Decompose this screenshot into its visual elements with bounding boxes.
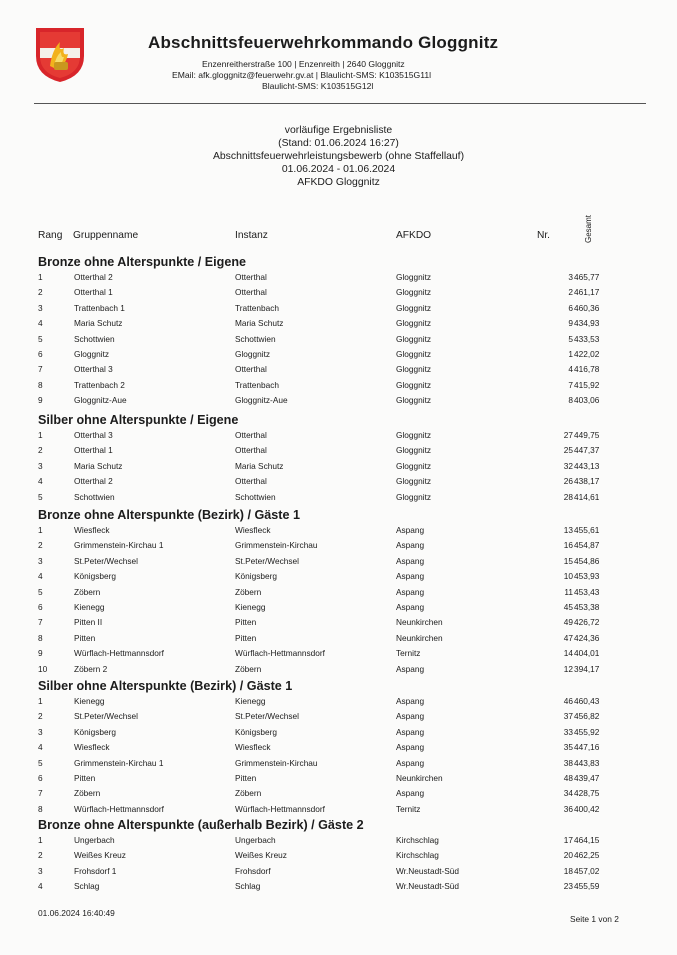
cell-gruppenname: Pitten	[74, 773, 96, 783]
cell-instanz: Kienegg	[235, 696, 266, 706]
cell-instanz: Otterthal	[235, 364, 267, 375]
cell-gruppenname: Würflach-Hettmannsdorf	[74, 648, 164, 659]
cell-gruppenname: Schottwien	[74, 491, 115, 502]
cell-gesamt: 404,01	[574, 648, 600, 659]
cell-instanz: Maria Schutz	[235, 460, 284, 471]
cell-nr: 1	[568, 349, 573, 359]
cell-gruppenname: Kienegg	[74, 696, 105, 706]
cell-nr: 34	[563, 788, 573, 799]
cell-gesamt: 422,02	[574, 349, 600, 359]
table-row	[0, 461, 677, 475]
cell-afkdo: Gloggnitz	[396, 379, 432, 390]
cell-afkdo: Gloggnitz	[396, 476, 432, 487]
category-title: Bronze ohne Alterspunkte (außerhalb Bezirk) / Gäste 2	[38, 818, 364, 832]
table-row	[0, 303, 677, 317]
cell-instanz: Schottwien	[235, 333, 276, 344]
cell-gruppenname: Gloggnitz	[74, 349, 110, 359]
cell-instanz: Grimmenstein-Kirchau	[235, 540, 318, 551]
cell-rang: 8	[38, 379, 43, 390]
cell-gruppenname: Otterthal 2	[74, 272, 113, 282]
cell-nr: 32	[563, 460, 573, 471]
cell-rang: 4	[38, 571, 43, 582]
cell-nr: 49	[563, 617, 573, 628]
cell-nr: 8	[568, 395, 573, 406]
cell-rang: 4	[38, 476, 43, 487]
cell-instanz: Pitten	[235, 632, 257, 643]
cell-afkdo: Gloggnitz	[396, 395, 432, 406]
cell-gesamt: 443,83	[574, 757, 600, 768]
page-number: Seite 1 von 2	[570, 914, 619, 924]
table-row	[0, 835, 677, 849]
cell-instanz: Kienegg	[235, 602, 266, 612]
cell-gruppenname: Pitten	[74, 632, 96, 643]
cell-afkdo: Kirchschlag	[396, 835, 439, 845]
cell-nr: 10	[563, 571, 573, 582]
cell-instanz: Pitten	[235, 773, 257, 783]
cell-rang: 7	[38, 617, 43, 628]
cell-gruppenname: Otterthal 3	[74, 364, 113, 375]
cell-gesamt: 414,61	[574, 491, 600, 502]
header-divider	[34, 103, 646, 104]
cell-afkdo: Aspang	[396, 788, 425, 799]
table-row	[0, 758, 677, 772]
cell-afkdo: Neunkirchen	[396, 632, 443, 643]
cell-gesamt: 460,36	[574, 302, 600, 313]
cell-gruppenname: Königsberg	[74, 571, 116, 582]
table-row	[0, 881, 677, 895]
cell-gruppenname: Pitten II	[74, 617, 103, 628]
cell-instanz: Zöbern	[235, 788, 262, 799]
cell-afkdo: Aspang	[396, 742, 425, 753]
cell-gruppenname: Trattenbach 1	[74, 302, 125, 313]
table-row	[0, 445, 677, 459]
cell-afkdo: Gloggnitz	[396, 364, 432, 375]
cell-nr: 37	[563, 711, 573, 722]
cell-gesamt: 426,72	[574, 617, 600, 628]
cell-afkdo: Aspang	[396, 696, 425, 706]
cell-nr: 9	[568, 318, 573, 329]
cell-nr: 2	[568, 287, 573, 298]
cell-nr: 18	[563, 865, 573, 876]
cell-instanz: St.Peter/Wechsel	[235, 555, 299, 566]
cell-instanz: St.Peter/Wechsel	[235, 711, 299, 722]
cell-gesamt: 447,37	[574, 445, 600, 456]
cell-rang: 7	[38, 788, 43, 799]
cell-gruppenname: St.Peter/Wechsel	[74, 555, 138, 566]
cell-gesamt: 455,59	[574, 881, 600, 892]
cell-rang: 3	[38, 726, 43, 737]
cell-gruppenname: Zöbern	[74, 586, 101, 597]
cell-instanz: Maria Schutz	[235, 318, 284, 329]
cell-afkdo: Aspang	[396, 663, 425, 674]
organisation-address: Enzenreitherstraße 100 | Enzenreith | 2640 Gloggnitz	[202, 59, 405, 69]
table-row	[0, 334, 677, 348]
cell-nr: 47	[563, 632, 573, 643]
cell-nr: 25	[563, 445, 573, 456]
cell-afkdo: Aspang	[396, 602, 425, 612]
cell-gruppenname: Kienegg	[74, 602, 105, 612]
cell-gesamt: 465,77	[574, 272, 600, 282]
cell-rang: 5	[38, 586, 43, 597]
cell-gesamt: 439,47	[574, 773, 600, 783]
cell-rang: 6	[38, 349, 43, 359]
fire-brigade-emblem-icon	[34, 26, 86, 84]
cell-afkdo: Gloggnitz	[396, 272, 432, 282]
table-row	[0, 788, 677, 802]
organisation-title: Abschnittsfeuerwehrkommando Gloggnitz	[148, 33, 499, 52]
cell-afkdo: Gloggnitz	[396, 460, 432, 471]
cell-gruppenname: Weißes Kreuz	[74, 850, 126, 861]
cell-nr: 33	[563, 726, 573, 737]
table-row	[0, 492, 677, 506]
cell-afkdo: Aspang	[396, 586, 425, 597]
cell-gruppenname: Trattenbach 2	[74, 379, 125, 390]
cell-afkdo: Wr.Neustadt-Süd	[396, 865, 460, 876]
cell-instanz: Trattenbach	[235, 379, 279, 390]
cell-rang: 3	[38, 555, 43, 566]
cell-instanz: Wiesfleck	[235, 742, 271, 753]
cell-gesamt: 454,86	[574, 555, 600, 566]
cell-gesamt: 416,78	[574, 364, 600, 375]
cell-gruppenname: Würflach-Hettmannsdorf	[74, 803, 164, 814]
table-row	[0, 866, 677, 880]
cell-rang: 2	[38, 445, 43, 456]
column-header-gesamt: Gesamt	[584, 214, 593, 243]
cell-rang: 3	[38, 865, 43, 876]
cell-afkdo: Gloggnitz	[396, 333, 432, 344]
cell-instanz: Schottwien	[235, 491, 276, 502]
cell-rang: 6	[38, 602, 43, 612]
cell-rang: 5	[38, 491, 43, 502]
cell-rang: 6	[38, 773, 43, 783]
cell-nr: 17	[563, 835, 573, 845]
cell-rang: 8	[38, 803, 43, 814]
cell-gruppenname: Otterthal 1	[74, 287, 113, 298]
table-row	[0, 318, 677, 332]
column-header-nr: Nr.	[537, 230, 551, 241]
cell-nr: 20	[563, 850, 573, 861]
cell-gesamt: 456,82	[574, 711, 600, 722]
cell-gesamt: 443,13	[574, 460, 600, 471]
cell-instanz: Frohsdorf	[235, 865, 271, 876]
table-row	[0, 602, 677, 616]
table-row	[0, 850, 677, 864]
cell-gruppenname: Otterthal 2	[74, 476, 113, 487]
cell-instanz: Grimmenstein-Kirchau	[235, 757, 318, 768]
category-title: Bronze ohne Alterspunkte (Bezirk) / Gäste 1	[38, 508, 300, 522]
cell-gruppenname: Grimmenstein-Kirchau 1	[74, 757, 164, 768]
table-row	[0, 364, 677, 378]
cell-rang: 2	[38, 711, 43, 722]
cell-rang: 4	[38, 742, 43, 753]
organisation-sms: Blaulicht-SMS: K103515G12l	[262, 81, 374, 91]
cell-afkdo: Gloggnitz	[396, 445, 432, 456]
cell-gruppenname: St.Peter/Wechsel	[74, 711, 138, 722]
cell-gesamt: 415,92	[574, 379, 600, 390]
cell-nr: 6	[568, 302, 573, 313]
cell-gesamt: 403,06	[574, 395, 600, 406]
cell-gruppenname: Frohsdorf 1	[74, 865, 117, 876]
cell-afkdo: Neunkirchen	[396, 773, 443, 783]
cell-rang: 9	[38, 648, 43, 659]
cell-instanz: Weißes Kreuz	[235, 850, 287, 861]
table-row	[0, 476, 677, 490]
cell-nr: 14	[563, 648, 573, 659]
table-row	[0, 272, 677, 286]
cell-nr: 23	[563, 881, 573, 892]
cell-nr: 46	[563, 696, 573, 706]
cell-nr: 4	[568, 364, 573, 375]
cell-nr: 16	[563, 540, 573, 551]
column-header-gruppe: Gruppenname	[73, 230, 139, 241]
cell-gruppenname: Ungerbach	[74, 835, 115, 845]
cell-nr: 26	[563, 476, 573, 487]
cell-nr: 11	[564, 586, 573, 597]
table-row	[0, 711, 677, 725]
category-title: Silber ohne Alterspunkte / Eigene	[38, 413, 239, 427]
category-title: Bronze ohne Alterspunkte / Eigene	[38, 255, 247, 269]
cell-afkdo: Aspang	[396, 540, 425, 551]
cell-gruppenname: Schottwien	[74, 333, 115, 344]
cell-instanz: Pitten	[235, 617, 257, 628]
cell-nr: 13	[563, 525, 573, 535]
cell-gesamt: 455,61	[574, 525, 600, 535]
cell-instanz: Otterthal	[235, 430, 267, 440]
table-row	[0, 773, 677, 787]
cell-nr: 35	[563, 742, 573, 753]
cell-gesamt: 400,42	[574, 803, 600, 814]
cell-gesamt: 464,15	[574, 835, 600, 845]
cell-gruppenname: Gloggnitz-Aue	[74, 395, 127, 406]
cell-nr: 5	[568, 333, 573, 344]
cell-instanz: Wiesfleck	[235, 525, 271, 535]
cell-afkdo: Ternitz	[396, 648, 421, 659]
cell-instanz: Otterthal	[235, 272, 267, 282]
table-row	[0, 349, 677, 363]
table-row	[0, 742, 677, 756]
cell-gruppenname: Wiesfleck	[74, 525, 110, 535]
cell-afkdo: Aspang	[396, 525, 425, 535]
cell-rang: 10	[38, 663, 48, 674]
cell-afkdo: Aspang	[396, 571, 425, 582]
cell-nr: 3	[568, 272, 573, 282]
cell-gruppenname: Maria Schutz	[74, 460, 123, 471]
cell-rang: 8	[38, 632, 43, 643]
table-row	[0, 556, 677, 570]
cell-instanz: Gloggnitz-Aue	[235, 395, 288, 406]
cell-instanz: Zöbern	[235, 663, 262, 674]
table-row	[0, 633, 677, 647]
cell-gesamt: 447,16	[574, 742, 600, 753]
cell-gesamt: 394,17	[574, 663, 600, 674]
cell-instanz: Würflach-Hettmannsdorf	[235, 803, 325, 814]
cell-rang: 1	[38, 272, 43, 282]
cell-instanz: Königsberg	[235, 571, 277, 582]
cell-gruppenname: Grimmenstein-Kirchau 1	[74, 540, 164, 551]
cell-rang: 1	[38, 525, 43, 535]
cell-afkdo: Gloggnitz	[396, 302, 432, 313]
cell-gesamt: 449,75	[574, 430, 600, 440]
cell-nr: 12	[563, 663, 573, 674]
cell-rang: 9	[38, 395, 43, 406]
cell-afkdo: Gloggnitz	[396, 349, 432, 359]
cell-gesamt: 460,43	[574, 696, 600, 706]
cell-gesamt: 424,36	[574, 632, 600, 643]
cell-afkdo: Aspang	[396, 726, 425, 737]
table-row	[0, 525, 677, 539]
cell-nr: 36	[563, 803, 573, 814]
table-row	[0, 571, 677, 585]
cell-gruppenname: Königsberg	[74, 726, 116, 737]
cell-afkdo: Aspang	[396, 711, 425, 722]
cell-nr: 27	[563, 430, 573, 440]
competition-organiser: AFKDO Gloggnitz	[297, 177, 380, 188]
print-timestamp: 01.06.2024 16:40:49	[38, 908, 115, 918]
cell-instanz: Otterthal	[235, 287, 267, 298]
cell-nr: 7	[568, 379, 573, 390]
cell-gesamt: 457,02	[574, 865, 600, 876]
cell-gruppenname: Maria Schutz	[74, 318, 123, 329]
cell-rang: 3	[38, 460, 43, 471]
cell-gruppenname: Schlag	[74, 881, 100, 892]
cell-gruppenname: Otterthal 1	[74, 445, 113, 456]
category-title: Silber ohne Alterspunkte (Bezirk) / Gäste 1	[38, 679, 293, 693]
cell-gruppenname: Wiesfleck	[74, 742, 110, 753]
cell-afkdo: Ternitz	[396, 803, 421, 814]
cell-rang: 3	[38, 302, 43, 313]
cell-rang: 4	[38, 881, 43, 892]
cell-afkdo: Gloggnitz	[396, 318, 432, 329]
document-type: vorläufige Ergebnisliste	[284, 125, 393, 136]
table-row	[0, 395, 677, 409]
cell-afkdo: Aspang	[396, 757, 425, 768]
cell-gesamt: 453,93	[574, 571, 600, 582]
cell-gruppenname: Zöbern	[74, 788, 101, 799]
column-header-rang: Rang	[38, 230, 63, 241]
cell-gesamt: 434,93	[574, 318, 600, 329]
table-row	[0, 287, 677, 301]
cell-instanz: Trattenbach	[235, 302, 279, 313]
table-row	[0, 727, 677, 741]
cell-instanz: Otterthal	[235, 476, 267, 487]
cell-afkdo: Neunkirchen	[396, 617, 443, 628]
cell-rang: 5	[38, 757, 43, 768]
cell-gesamt: 462,25	[574, 850, 600, 861]
cell-afkdo: Gloggnitz	[396, 491, 432, 502]
table-row	[0, 804, 677, 818]
cell-rang: 2	[38, 287, 43, 298]
competition-dates: 01.06.2024 - 01.06.2024	[281, 164, 396, 175]
cell-instanz: Königsberg	[235, 726, 277, 737]
cell-nr: 38	[563, 757, 573, 768]
cell-instanz: Würflach-Hettmannsdorf	[235, 648, 325, 659]
table-row	[0, 617, 677, 631]
cell-gruppenname: Otterthal 3	[74, 430, 113, 440]
cell-gesamt: 438,17	[574, 476, 600, 487]
table-row	[0, 648, 677, 662]
cell-rang: 1	[38, 696, 43, 706]
organisation-email[interactable]: EMail: afk.gloggnitz@feuerwehr.gv.at | Blaulicht-SMS: K103515G11l	[172, 70, 432, 80]
cell-afkdo: Wr.Neustadt-Süd	[396, 881, 460, 892]
cell-gesamt: 455,92	[574, 726, 600, 737]
table-row	[0, 430, 677, 444]
cell-instanz: Zöbern	[235, 586, 262, 597]
cell-rang: 2	[38, 850, 43, 861]
cell-instanz: Schlag	[235, 881, 261, 892]
cell-nr: 45	[563, 602, 573, 612]
cell-nr: 28	[563, 491, 573, 502]
cell-afkdo: Aspang	[396, 555, 425, 566]
cell-rang: 1	[38, 835, 43, 845]
table-row	[0, 540, 677, 554]
cell-gesamt: 453,43	[574, 586, 600, 597]
document-status-date: (Stand: 01.06.2024 16:27)	[278, 138, 399, 149]
table-row	[0, 380, 677, 394]
cell-afkdo: Gloggnitz	[396, 430, 432, 440]
cell-gesamt: 461,17	[574, 287, 600, 298]
cell-gesamt: 453,38	[574, 602, 600, 612]
cell-gesamt: 433,53	[574, 333, 600, 344]
table-row	[0, 696, 677, 710]
cell-gesamt: 454,87	[574, 540, 600, 551]
cell-instanz: Gloggnitz	[235, 349, 271, 359]
cell-rang: 1	[38, 430, 43, 440]
cell-gesamt: 428,75	[574, 788, 600, 799]
cell-rang: 2	[38, 540, 43, 551]
cell-nr: 15	[563, 555, 573, 566]
cell-gruppenname: Zöbern 2	[74, 663, 108, 674]
cell-nr: 48	[563, 773, 573, 783]
cell-rang: 5	[38, 333, 43, 344]
cell-rang: 7	[38, 364, 43, 375]
cell-instanz: Otterthal	[235, 445, 267, 456]
cell-instanz: Ungerbach	[235, 835, 276, 845]
cell-afkdo: Gloggnitz	[396, 287, 432, 298]
table-row	[0, 664, 677, 678]
column-header-afkdo: AFKDO	[396, 230, 432, 241]
competition-name: Abschnittsfeuerwehrleistungsbewerb (ohne Staffellauf)	[212, 151, 465, 162]
cell-rang: 4	[38, 318, 43, 329]
column-header-instanz: Instanz	[235, 230, 268, 241]
cell-afkdo: Kirchschlag	[396, 850, 439, 861]
table-row	[0, 587, 677, 601]
